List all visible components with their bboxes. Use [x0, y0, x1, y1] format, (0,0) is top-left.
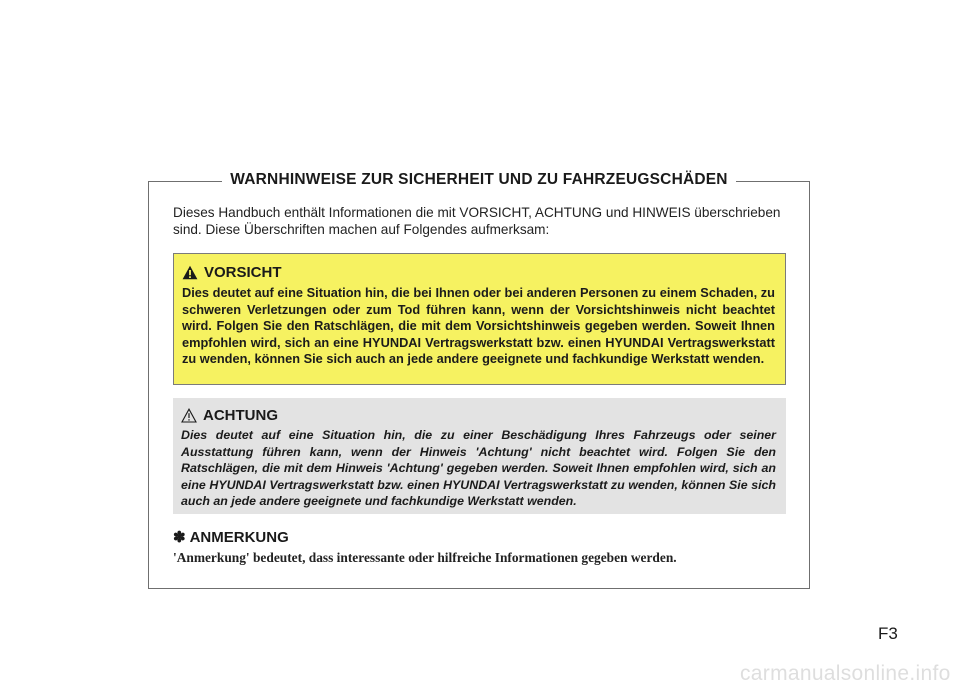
notice-text: Dies deutet auf eine Situation hin, die zu einer Beschädigung Ihres Fahrzeugs oder seiner Ausstattung führen kann, wenn der Hinweis 'Achtung' nicht beachtet wird. Folgen Sie den Ratschlägen, die mit dem Hinweis 'Achtung' gegeben werden. Soweit Ihnen empfohlen wird, sich an eine HYUNDAI Vertragswerkstatt bzw. einen HYUNDAI Vertragswerkstatt zu wenden, können Sie sich auch an jede andere geeignete und fachkundige Werkstatt wenden.: [181, 428, 776, 508]
safety-warnings-frame: [148, 171, 810, 589]
warning-triangle-filled-icon: [182, 265, 198, 280]
caution-box: [173, 253, 786, 385]
notice-header: [181, 405, 776, 425]
notice-label: ACHTUNG: [203, 406, 278, 424]
intro-paragraph: Dieses Handbuch enthält Informationen die mit VORSICHT, ACHTUNG und HINWEIS überschrieben sind. Diese Überschriften machen auf Folgendes aufmerksam:: [173, 205, 781, 237]
notice-box: [173, 398, 786, 514]
asterisk-icon: ✽: [173, 529, 186, 546]
frame-title-wrap: [149, 171, 809, 189]
note-label: ANMERKUNG: [189, 528, 289, 546]
note-text: 'Anmerkung' bedeutet, dass interessante oder hilfreiche Informationen gegeben werden.: [173, 550, 677, 565]
frame-title: WARNHINWEISE ZUR SICHERHEIT UND ZU FAHRZEUGSCHÄDEN: [222, 171, 735, 188]
page-number: F3: [878, 624, 898, 643]
caution-label: VORSICHT: [204, 263, 282, 281]
note-header: [173, 528, 289, 546]
caution-header: [182, 262, 775, 282]
watermark: carmanualsonline.info: [740, 662, 951, 685]
caution-text: Dies deutet auf eine Situation hin, die bei Ihnen oder bei anderen Personen zu einem Schaden, zu schweren Verletzungen oder zum Tod führen kann, wenn der Vorsichtshinweis nicht beachtet wird. Folgen Sie den Ratschlägen, die mit dem Vorsichtshinweis gegeben werden. Soweit Ihnen empfohlen wird, sich an eine HYUNDAI Vertragswerkstatt bzw. einen HYUNDAI Vertragswerkstatt zu wenden, können Sie sich auch an jede andere geeignete und fachkundige Werkstatt wenden.: [182, 285, 775, 366]
warning-triangle-outline-icon: [181, 408, 197, 423]
